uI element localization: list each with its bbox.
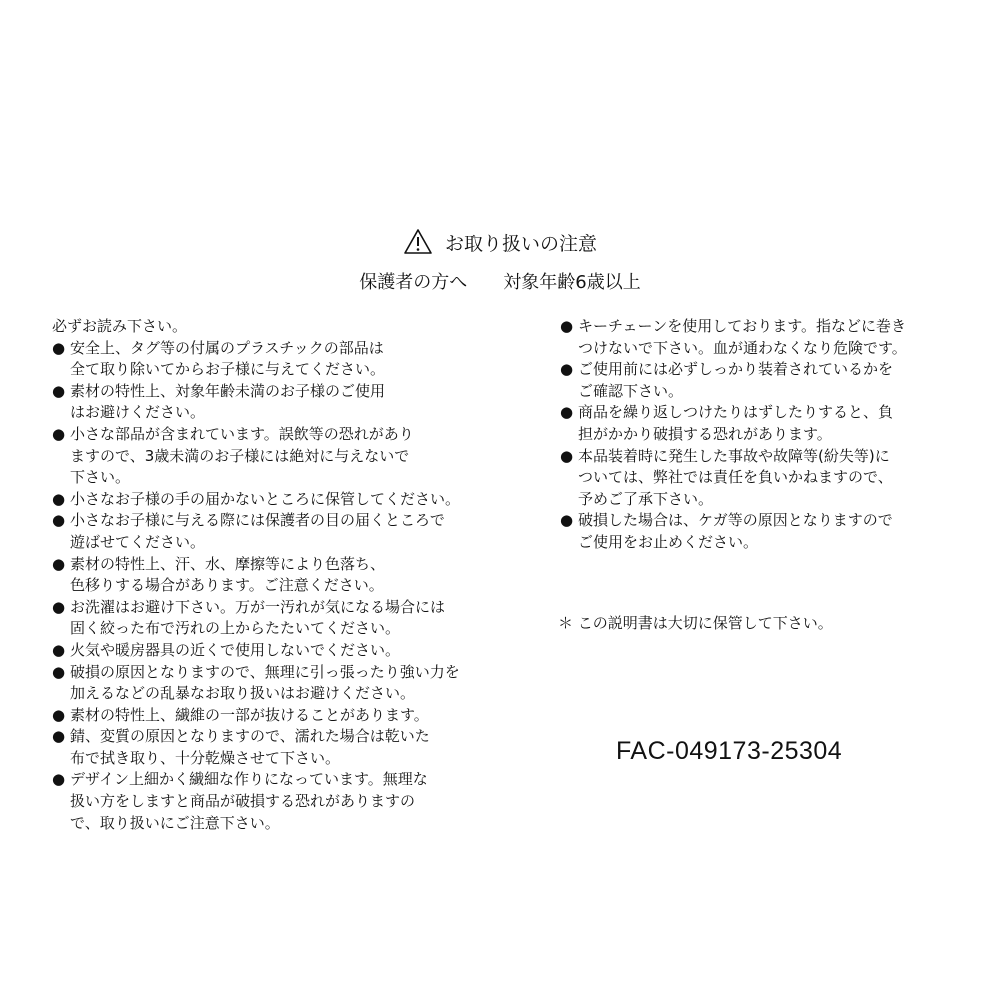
caution-text: 破損した場合は、ケガ等の原因となりますので bbox=[578, 511, 893, 530]
caution-text: 固く絞った布で汚れの上からたたいてください。 bbox=[70, 619, 401, 638]
caution-text: 色移りする場合があります。ご注意ください。 bbox=[70, 576, 384, 595]
caution-item bbox=[52, 338, 472, 381]
caution-line bbox=[52, 726, 472, 748]
caution-text: 商品を繰り返しつけたりはずしたりすると、負 bbox=[578, 403, 894, 422]
bullet-icon: ● bbox=[560, 360, 574, 379]
caution-text: 扱い方をしますと商品が破損する恐れがありますの bbox=[70, 792, 416, 811]
subtitle bbox=[0, 270, 1000, 296]
caution-line bbox=[560, 316, 955, 338]
caution-text: 破損の原因となりますので、無理に引っ張ったり強い力を bbox=[70, 662, 460, 681]
caution-item bbox=[560, 359, 955, 402]
right-caution-list bbox=[560, 316, 955, 554]
caution-text: 素材の特性上、繊維の一部が抜けることがあります。 bbox=[70, 705, 429, 724]
caution-line bbox=[52, 791, 472, 813]
caution-item bbox=[52, 489, 472, 511]
bullet-icon: ● bbox=[52, 770, 66, 789]
caution-item bbox=[560, 510, 955, 553]
caution-item bbox=[52, 424, 472, 489]
bullet-icon: ● bbox=[52, 662, 66, 681]
caution-line bbox=[52, 554, 472, 576]
caution-text: 素材の特性上、汗、水、摩擦等により色落ち、 bbox=[70, 554, 386, 573]
caution-line bbox=[52, 618, 472, 640]
caution-item bbox=[52, 726, 472, 769]
caution-line bbox=[52, 683, 472, 705]
caution-text: 全て取り除いてからお子様に与えてください。 bbox=[70, 360, 386, 379]
caution-item bbox=[560, 316, 955, 359]
caution-line bbox=[560, 489, 955, 511]
caution-line bbox=[52, 575, 472, 597]
caution-line bbox=[52, 446, 472, 468]
caution-text: 下さい。 bbox=[70, 468, 131, 487]
caution-line bbox=[560, 359, 955, 381]
caution-line bbox=[560, 381, 955, 403]
caution-line bbox=[52, 510, 472, 532]
bullet-icon: ● bbox=[560, 403, 574, 422]
caution-line bbox=[52, 769, 472, 791]
bullet-icon: ● bbox=[52, 597, 66, 616]
caution-line bbox=[52, 640, 472, 662]
caution-text: お洗濯はお避け下さい。万が一汚れが気になる場合には bbox=[70, 597, 446, 616]
bullet-icon: ● bbox=[560, 511, 574, 530]
left-caution-list bbox=[52, 338, 472, 835]
keep-manual-note: ＊ この説明書は大切に保管して下さい。 bbox=[558, 614, 833, 632]
bullet-icon: ● bbox=[560, 317, 574, 335]
caution-line bbox=[52, 748, 472, 770]
caution-text: ご使用をお止めください。 bbox=[578, 532, 759, 551]
caution-text: ご確認下さい。 bbox=[578, 381, 684, 400]
caution-line bbox=[52, 813, 472, 835]
caution-text: ご使用前には必ずしっかり装着されているかを bbox=[578, 360, 894, 379]
bullet-icon: ● bbox=[560, 446, 574, 465]
caution-line bbox=[52, 381, 472, 403]
caution-text: はお避けください。 bbox=[70, 403, 206, 422]
caution-text: 火気や暖房器具の近くで使用しないでください。 bbox=[70, 640, 401, 659]
warning-triangle-icon bbox=[403, 228, 433, 262]
caution-line bbox=[52, 532, 472, 554]
caution-line bbox=[560, 446, 955, 468]
caution-line bbox=[52, 597, 472, 619]
caution-item bbox=[52, 640, 472, 662]
caution-text: 加えるなどの乱暴なお取り扱いはお避けください。 bbox=[70, 684, 416, 703]
caution-text: 素材の特性上、対象年齢未満のお子様のご使用 bbox=[70, 381, 386, 400]
caution-text: 安全上、タグ等の付属のプラスチックの部品は bbox=[70, 338, 384, 357]
caution-text: 本品装着時に発生した事故や故障等(紛失等)に bbox=[578, 446, 890, 465]
caution-line bbox=[560, 402, 955, 424]
subtitle-guardian: 保護者の方へ bbox=[359, 272, 468, 293]
caution-line bbox=[52, 705, 472, 727]
bullet-icon: ● bbox=[52, 640, 66, 659]
caution-text: つけないで下さい。血が通わなくなり危険です。 bbox=[578, 338, 907, 357]
caution-text: 小さな部品が含まれています。誤飲等の恐れがあり bbox=[70, 424, 414, 443]
bullet-icon: ● bbox=[52, 381, 66, 400]
caution-line bbox=[560, 510, 955, 532]
caution-text: デザイン上細かく繊細な作りになっています。無理な bbox=[70, 770, 428, 789]
caution-item bbox=[52, 705, 472, 727]
caution-line bbox=[52, 402, 472, 424]
caution-line bbox=[52, 338, 472, 360]
caution-line bbox=[560, 532, 955, 554]
caution-line bbox=[560, 338, 955, 360]
bullet-icon: ● bbox=[52, 338, 66, 357]
caution-text: キーチェーンを使用しております。指などに巻き bbox=[578, 317, 907, 335]
caution-item bbox=[52, 662, 472, 705]
caution-item bbox=[52, 381, 472, 424]
caution-item bbox=[52, 510, 472, 553]
caution-text: 布で拭き取り、十分乾燥させて下さい。 bbox=[70, 748, 341, 767]
left-column bbox=[52, 316, 472, 834]
caution-text: 予めご了承下さい。 bbox=[578, 489, 714, 508]
caution-line bbox=[560, 424, 955, 446]
caution-line bbox=[52, 489, 472, 511]
caution-text: ついては、弊社では責任を負いかねますので、 bbox=[578, 468, 893, 487]
bullet-icon: ● bbox=[52, 424, 66, 443]
caution-line bbox=[52, 662, 472, 684]
caution-line bbox=[52, 424, 472, 446]
caution-line bbox=[52, 359, 472, 381]
caution-item bbox=[560, 446, 955, 511]
intro-text: 必ずお読み下さい。 bbox=[52, 317, 188, 335]
caution-item bbox=[52, 769, 472, 834]
bullet-icon: ● bbox=[52, 511, 66, 530]
bullet-icon: ● bbox=[52, 554, 66, 573]
caution-line bbox=[52, 467, 472, 489]
caution-text: 錆、変質の原因となりますので、濡れた場合は乾いた bbox=[70, 727, 430, 746]
caution-text: 小さなお子様の手の届かないところに保管してください。 bbox=[70, 489, 461, 508]
title-text: お取り扱いの注意 bbox=[444, 233, 597, 255]
right-column bbox=[560, 316, 955, 554]
caution-item bbox=[52, 554, 472, 597]
caution-text: で、取り扱いにご注意下さい。 bbox=[70, 813, 280, 832]
caution-text: ますので、3歳未満のお子様には絶対に与えないで bbox=[70, 446, 410, 465]
caution-item bbox=[52, 597, 472, 640]
caution-text: 小さなお子様に与える際には保護者の目の届くところで bbox=[70, 511, 445, 530]
bullet-icon: ● bbox=[52, 705, 66, 724]
caution-text: 遊ばせてください。 bbox=[70, 532, 206, 551]
bullet-icon: ● bbox=[52, 727, 66, 746]
bullet-icon: ● bbox=[52, 489, 66, 508]
caution-line bbox=[560, 467, 955, 489]
subtitle-age: 対象年齢6歳以上 bbox=[503, 272, 641, 293]
page-title bbox=[0, 228, 1000, 262]
caution-item bbox=[560, 402, 955, 445]
caution-text: 担がかかり破損する恐れがあります。 bbox=[578, 424, 832, 443]
product-code: FAC-049173-25304 bbox=[616, 737, 843, 765]
